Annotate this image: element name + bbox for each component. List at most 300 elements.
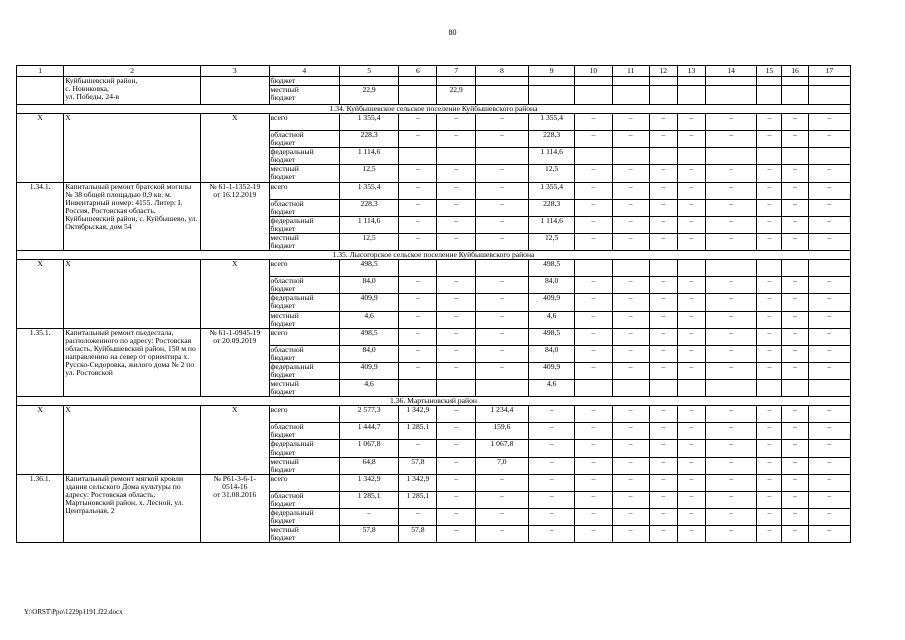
amount-cell: – — [612, 491, 649, 508]
object-name-cell: Х — [64, 406, 201, 475]
amount-cell — [808, 260, 850, 277]
amount-cell: – — [612, 294, 649, 311]
amount-cell: – — [475, 474, 528, 491]
amount-cell — [399, 260, 437, 277]
amount-cell: – — [706, 345, 757, 362]
amount-cell: – — [808, 457, 850, 474]
funding-source-cell: федеральный бюджет — [269, 148, 339, 165]
funding-source-cell: местный бюджет — [269, 233, 339, 250]
amount-cell: 1 342,9 — [339, 474, 398, 491]
amount-cell: – — [612, 362, 649, 379]
amount-cell: – — [612, 311, 649, 328]
amount-cell: – — [575, 362, 612, 379]
document-cell: Х — [201, 114, 269, 183]
amount-cell — [706, 86, 757, 105]
amount-cell: – — [757, 423, 782, 440]
amount-cell — [757, 148, 782, 165]
object-name-cell: Капитальный ремонт мягкой кровли здания сельского Дома культуры по адресу: Ростовская область, Мартыновский район, х. Лесной, ул. Центральная, 2 — [64, 474, 201, 543]
amount-cell: – — [475, 345, 528, 362]
amount-cell: – — [757, 328, 782, 345]
amount-cell: 2 577,3 — [339, 406, 398, 423]
amount-cell: – — [706, 182, 757, 199]
column-header: 11 — [612, 66, 649, 77]
object-name-cell: Куйбышевский район, с. Новиковка, ул. Победы, 24-в — [64, 77, 201, 105]
amount-cell: – — [399, 311, 437, 328]
amount-cell: – — [677, 457, 705, 474]
amount-cell — [612, 86, 649, 105]
amount-cell: – — [475, 131, 528, 148]
amount-cell: – — [808, 406, 850, 423]
amount-cell: – — [677, 474, 705, 491]
funding-source-cell: областной бюджет — [269, 199, 339, 216]
amount-cell: 1 067,8 — [475, 440, 528, 457]
table-row — [17, 114, 851, 131]
table-row — [17, 260, 851, 277]
amount-cell — [475, 148, 528, 165]
amount-cell: – — [399, 328, 437, 345]
amount-cell: 1 355,4 — [339, 182, 398, 199]
amount-cell: – — [529, 474, 575, 491]
amount-cell: – — [782, 182, 808, 199]
amount-cell: – — [437, 131, 475, 148]
amount-cell: – — [437, 182, 475, 199]
amount-cell: – — [649, 509, 677, 526]
table-row — [17, 474, 851, 491]
amount-cell: – — [475, 277, 528, 294]
amount-cell: – — [782, 457, 808, 474]
amount-cell: – — [706, 491, 757, 508]
amount-cell: – — [782, 526, 808, 543]
amount-cell: 12,5 — [529, 233, 575, 250]
amount-cell: – — [782, 509, 808, 526]
amount-cell: 4,6 — [529, 311, 575, 328]
row-number-cell — [17, 77, 64, 105]
funding-source-cell: всего — [269, 182, 339, 199]
section-title-row — [17, 251, 851, 260]
amount-cell: – — [475, 491, 528, 508]
amount-cell: – — [782, 294, 808, 311]
amount-cell: – — [677, 233, 705, 250]
column-header: 8 — [475, 66, 528, 77]
amount-cell: 1 444,7 — [339, 423, 398, 440]
funding-source-cell: федеральный бюджет — [269, 294, 339, 311]
funding-source-cell: всего — [269, 260, 339, 277]
amount-cell: – — [757, 294, 782, 311]
funding-source-cell: областной бюджет — [269, 131, 339, 148]
amount-cell: – — [399, 165, 437, 182]
funding-source-cell: бюджет — [269, 77, 339, 86]
amount-cell: – — [437, 526, 475, 543]
amount-cell: – — [649, 457, 677, 474]
amount-cell: – — [575, 345, 612, 362]
amount-cell: – — [649, 345, 677, 362]
amount-cell: – — [808, 423, 850, 440]
amount-cell: – — [808, 345, 850, 362]
amount-cell: – — [575, 474, 612, 491]
amount-cell: – — [399, 131, 437, 148]
amount-cell — [475, 380, 528, 397]
amount-cell: 498,5 — [339, 260, 398, 277]
funding-source-cell: местный бюджет — [269, 380, 339, 397]
amount-cell: – — [575, 406, 612, 423]
amount-cell: 228,3 — [529, 131, 575, 148]
funding-source-cell: областной бюджет — [269, 423, 339, 440]
amount-cell: – — [575, 199, 612, 216]
amount-cell — [677, 86, 705, 105]
amount-cell: – — [399, 182, 437, 199]
amount-cell — [808, 148, 850, 165]
amount-cell: 1 285,1 — [399, 491, 437, 508]
amount-cell: – — [808, 328, 850, 345]
amount-cell: – — [575, 457, 612, 474]
amount-cell: 4,6 — [339, 380, 398, 397]
amount-cell — [437, 77, 475, 86]
amount-cell — [677, 260, 705, 277]
amount-cell — [612, 260, 649, 277]
amount-cell: – — [782, 216, 808, 233]
amount-cell: – — [677, 345, 705, 362]
amount-cell — [437, 148, 475, 165]
amount-cell: – — [649, 294, 677, 311]
amount-cell: – — [706, 474, 757, 491]
amount-cell: – — [649, 474, 677, 491]
table-row — [17, 406, 851, 423]
amount-cell — [437, 260, 475, 277]
amount-cell — [782, 260, 808, 277]
amount-cell — [339, 77, 398, 86]
amount-cell — [808, 86, 850, 105]
amount-cell — [706, 260, 757, 277]
column-header: 14 — [706, 66, 757, 77]
amount-cell: – — [575, 491, 612, 508]
amount-cell: – — [706, 311, 757, 328]
amount-cell: 4,6 — [339, 311, 398, 328]
amount-cell: 57,8 — [399, 457, 437, 474]
amount-cell: 12,5 — [339, 233, 398, 250]
object-name-cell: Х — [64, 114, 201, 183]
amount-cell: – — [677, 199, 705, 216]
amount-cell — [782, 86, 808, 105]
amount-cell: – — [612, 131, 649, 148]
amount-cell: – — [677, 406, 705, 423]
amount-cell: – — [677, 114, 705, 131]
amount-cell: – — [782, 406, 808, 423]
amount-cell: – — [649, 406, 677, 423]
amount-cell: 409,9 — [339, 294, 398, 311]
funding-source-cell: всего — [269, 474, 339, 491]
amount-cell: – — [575, 216, 612, 233]
amount-cell: – — [575, 165, 612, 182]
amount-cell — [612, 380, 649, 397]
amount-cell: – — [649, 131, 677, 148]
document-cell: № 61-1-1352-19 от 16.12.2019 — [201, 182, 269, 251]
amount-cell: – — [529, 423, 575, 440]
amount-cell — [529, 77, 575, 86]
amount-cell: 409,9 — [529, 294, 575, 311]
amount-cell — [575, 148, 612, 165]
amount-cell — [706, 148, 757, 165]
amount-cell: – — [612, 406, 649, 423]
amount-cell: – — [706, 328, 757, 345]
document-cell: № Р61-3-6-1- 0514-16 от 31.08.2016 — [201, 474, 269, 543]
amount-cell — [475, 77, 528, 86]
funding-source-cell: местный бюджет — [269, 526, 339, 543]
row-number-cell: Х — [17, 406, 64, 475]
amount-cell: – — [437, 345, 475, 362]
amount-cell: 228,3 — [529, 199, 575, 216]
amount-cell: – — [649, 216, 677, 233]
amount-cell: – — [706, 362, 757, 379]
amount-cell: – — [612, 474, 649, 491]
amount-cell: – — [757, 277, 782, 294]
column-header: 12 — [649, 66, 677, 77]
amount-cell: – — [808, 362, 850, 379]
amount-cell — [757, 77, 782, 86]
amount-cell — [677, 380, 705, 397]
amount-cell: – — [612, 509, 649, 526]
amount-cell: – — [437, 362, 475, 379]
amount-cell: – — [437, 277, 475, 294]
amount-cell: – — [399, 199, 437, 216]
amount-cell — [575, 77, 612, 86]
funding-source-cell: всего — [269, 406, 339, 423]
amount-cell: – — [649, 199, 677, 216]
section-title: 1.34. Куйбышевское сельское поселение Куйбышевского района — [17, 105, 851, 114]
amount-cell: – — [677, 509, 705, 526]
amount-cell: – — [706, 114, 757, 131]
amount-cell: – — [677, 362, 705, 379]
amount-cell: – — [612, 345, 649, 362]
amount-cell: – — [782, 491, 808, 508]
amount-cell: – — [757, 165, 782, 182]
amount-cell: 228,3 — [339, 199, 398, 216]
amount-cell: – — [529, 406, 575, 423]
amount-cell: – — [808, 182, 850, 199]
amount-cell: – — [649, 233, 677, 250]
amount-cell: – — [649, 440, 677, 457]
amount-cell: 22,9 — [339, 86, 398, 105]
amount-cell: – — [706, 457, 757, 474]
amount-cell: 1 342,9 — [399, 474, 437, 491]
section-title: 1.36. Мартыновский район — [17, 397, 851, 406]
amount-cell — [649, 77, 677, 86]
amount-cell: – — [437, 491, 475, 508]
amount-cell: – — [757, 199, 782, 216]
amount-cell: – — [649, 311, 677, 328]
amount-cell: – — [399, 233, 437, 250]
amount-cell: – — [649, 328, 677, 345]
amount-cell: – — [475, 311, 528, 328]
amount-cell: – — [677, 216, 705, 233]
amount-cell: 84,0 — [529, 345, 575, 362]
amount-cell: – — [575, 423, 612, 440]
row-number-cell: 1.36.1. — [17, 474, 64, 543]
amount-cell: – — [757, 406, 782, 423]
amount-cell: – — [399, 114, 437, 131]
amount-cell: 1 114,6 — [339, 148, 398, 165]
amount-cell: – — [706, 406, 757, 423]
amount-cell: – — [706, 216, 757, 233]
amount-cell: – — [475, 199, 528, 216]
funding-source-cell: областной бюджет — [269, 345, 339, 362]
funding-source-cell: федеральный бюджет — [269, 509, 339, 526]
column-header: 17 — [808, 66, 850, 77]
amount-cell: 12,5 — [339, 165, 398, 182]
amount-cell — [757, 380, 782, 397]
amount-cell: – — [612, 114, 649, 131]
amount-cell: – — [649, 491, 677, 508]
amount-cell — [677, 77, 705, 86]
amount-cell: – — [612, 526, 649, 543]
amount-cell: – — [437, 328, 475, 345]
amount-cell: – — [808, 294, 850, 311]
amount-cell — [677, 148, 705, 165]
amount-cell: 498,5 — [529, 328, 575, 345]
amount-cell: – — [575, 440, 612, 457]
amount-cell: – — [808, 277, 850, 294]
object-name-cell: Капитальный ремонт братской могилы № 38 общей площадью 0,9 кв. м. Инвентарный номер: 4155. Литер: I. Россия, Ростовская область, Куйбышевский район, с. Куйбышево, ул. Октябрьская, дом 54 — [64, 182, 201, 251]
amount-cell — [706, 77, 757, 86]
amount-cell: – — [437, 114, 475, 131]
amount-cell: – — [782, 199, 808, 216]
column-header: 13 — [677, 66, 705, 77]
funding-source-cell: местный бюджет — [269, 86, 339, 105]
amount-cell: – — [399, 216, 437, 233]
amount-cell: – — [706, 277, 757, 294]
amount-cell: – — [782, 362, 808, 379]
column-header: 10 — [575, 66, 612, 77]
amount-cell: – — [782, 311, 808, 328]
row-number-cell: 1.35.1. — [17, 328, 64, 397]
funding-source-cell: областной бюджет — [269, 277, 339, 294]
amount-cell: 12,5 — [529, 165, 575, 182]
amount-cell: 1 114,6 — [529, 148, 575, 165]
column-header: 3 — [201, 66, 269, 77]
amount-cell: – — [706, 165, 757, 182]
amount-cell: – — [782, 277, 808, 294]
section-title-row — [17, 397, 851, 406]
amount-cell — [399, 77, 437, 86]
amount-cell: – — [437, 294, 475, 311]
amount-cell: – — [437, 311, 475, 328]
object-name-cell: Капитальный ремонт пьедестала, расположенного по адресу: Ростовская область, Куйбышевский район, 150 м по направлению на север от ориентира х. Русско-Сидоровка, жилого дома № 2 по ул. Ростовской — [64, 328, 201, 397]
funding-source-cell: федеральный бюджет — [269, 216, 339, 233]
budget-table — [16, 65, 851, 543]
column-header: 2 — [64, 66, 201, 77]
amount-cell: – — [475, 362, 528, 379]
amount-cell — [649, 380, 677, 397]
amount-cell: – — [475, 233, 528, 250]
column-header: 6 — [399, 66, 437, 77]
column-header: 16 — [782, 66, 808, 77]
amount-cell: – — [757, 509, 782, 526]
amount-cell — [782, 148, 808, 165]
amount-cell: – — [808, 114, 850, 131]
amount-cell: 22,9 — [437, 86, 475, 105]
funding-source-cell: федеральный бюджет — [269, 440, 339, 457]
amount-cell: – — [399, 362, 437, 379]
amount-cell: – — [757, 457, 782, 474]
section-title: 1.35. Лысогорское сельское поселение Куйбышевского района — [17, 251, 851, 260]
amount-cell: 498,5 — [339, 328, 398, 345]
amount-cell: – — [706, 294, 757, 311]
column-header: 1 — [17, 66, 64, 77]
amount-cell: – — [808, 509, 850, 526]
amount-cell: – — [677, 491, 705, 508]
table-row — [17, 328, 851, 345]
row-number-cell: Х — [17, 260, 64, 329]
amount-cell: – — [677, 131, 705, 148]
amount-cell: – — [677, 277, 705, 294]
amount-cell: – — [475, 182, 528, 199]
amount-cell: 1 355,4 — [529, 182, 575, 199]
funding-source-cell: всего — [269, 328, 339, 345]
row-number-cell: Х — [17, 114, 64, 183]
amount-cell: 1 234,4 — [475, 406, 528, 423]
amount-cell: – — [437, 165, 475, 182]
document-cell — [201, 77, 269, 105]
amount-cell: – — [808, 216, 850, 233]
amount-cell — [649, 148, 677, 165]
amount-cell — [782, 380, 808, 397]
amount-cell: – — [612, 165, 649, 182]
amount-cell: – — [575, 182, 612, 199]
amount-cell — [475, 86, 528, 105]
amount-cell: 159,6 — [475, 423, 528, 440]
amount-cell: – — [808, 233, 850, 250]
funding-source-cell: областной бюджет — [269, 491, 339, 508]
amount-cell: – — [612, 457, 649, 474]
amount-cell: – — [612, 216, 649, 233]
amount-cell: – — [529, 440, 575, 457]
amount-cell: – — [612, 328, 649, 345]
amount-cell: – — [612, 423, 649, 440]
amount-cell: 4,6 — [529, 380, 575, 397]
amount-cell: – — [575, 328, 612, 345]
column-header: 5 — [339, 66, 398, 77]
funding-source-cell: всего — [269, 114, 339, 131]
amount-cell: 84,0 — [339, 277, 398, 294]
amount-cell: – — [475, 526, 528, 543]
amount-cell: – — [399, 294, 437, 311]
amount-cell: – — [782, 328, 808, 345]
amount-cell — [612, 148, 649, 165]
amount-cell: – — [649, 165, 677, 182]
amount-cell: – — [437, 474, 475, 491]
amount-cell: 1 114,6 — [529, 216, 575, 233]
amount-cell: – — [757, 216, 782, 233]
amount-cell: 228,3 — [339, 131, 398, 148]
amount-cell — [757, 86, 782, 105]
amount-cell: 1 355,4 — [339, 114, 398, 131]
amount-cell: 1 114,6 — [339, 216, 398, 233]
amount-cell: – — [649, 182, 677, 199]
amount-cell: – — [677, 423, 705, 440]
amount-cell: – — [649, 114, 677, 131]
amount-cell: – — [649, 423, 677, 440]
amount-cell: – — [677, 328, 705, 345]
amount-cell: – — [612, 199, 649, 216]
amount-cell: 1 355,4 — [529, 114, 575, 131]
amount-cell: – — [575, 311, 612, 328]
column-header: 9 — [529, 66, 575, 77]
amount-cell: – — [437, 457, 475, 474]
amount-cell: – — [757, 131, 782, 148]
column-header: 4 — [269, 66, 339, 77]
amount-cell: – — [757, 114, 782, 131]
object-name-cell: Х — [64, 260, 201, 329]
amount-cell: 409,9 — [339, 362, 398, 379]
